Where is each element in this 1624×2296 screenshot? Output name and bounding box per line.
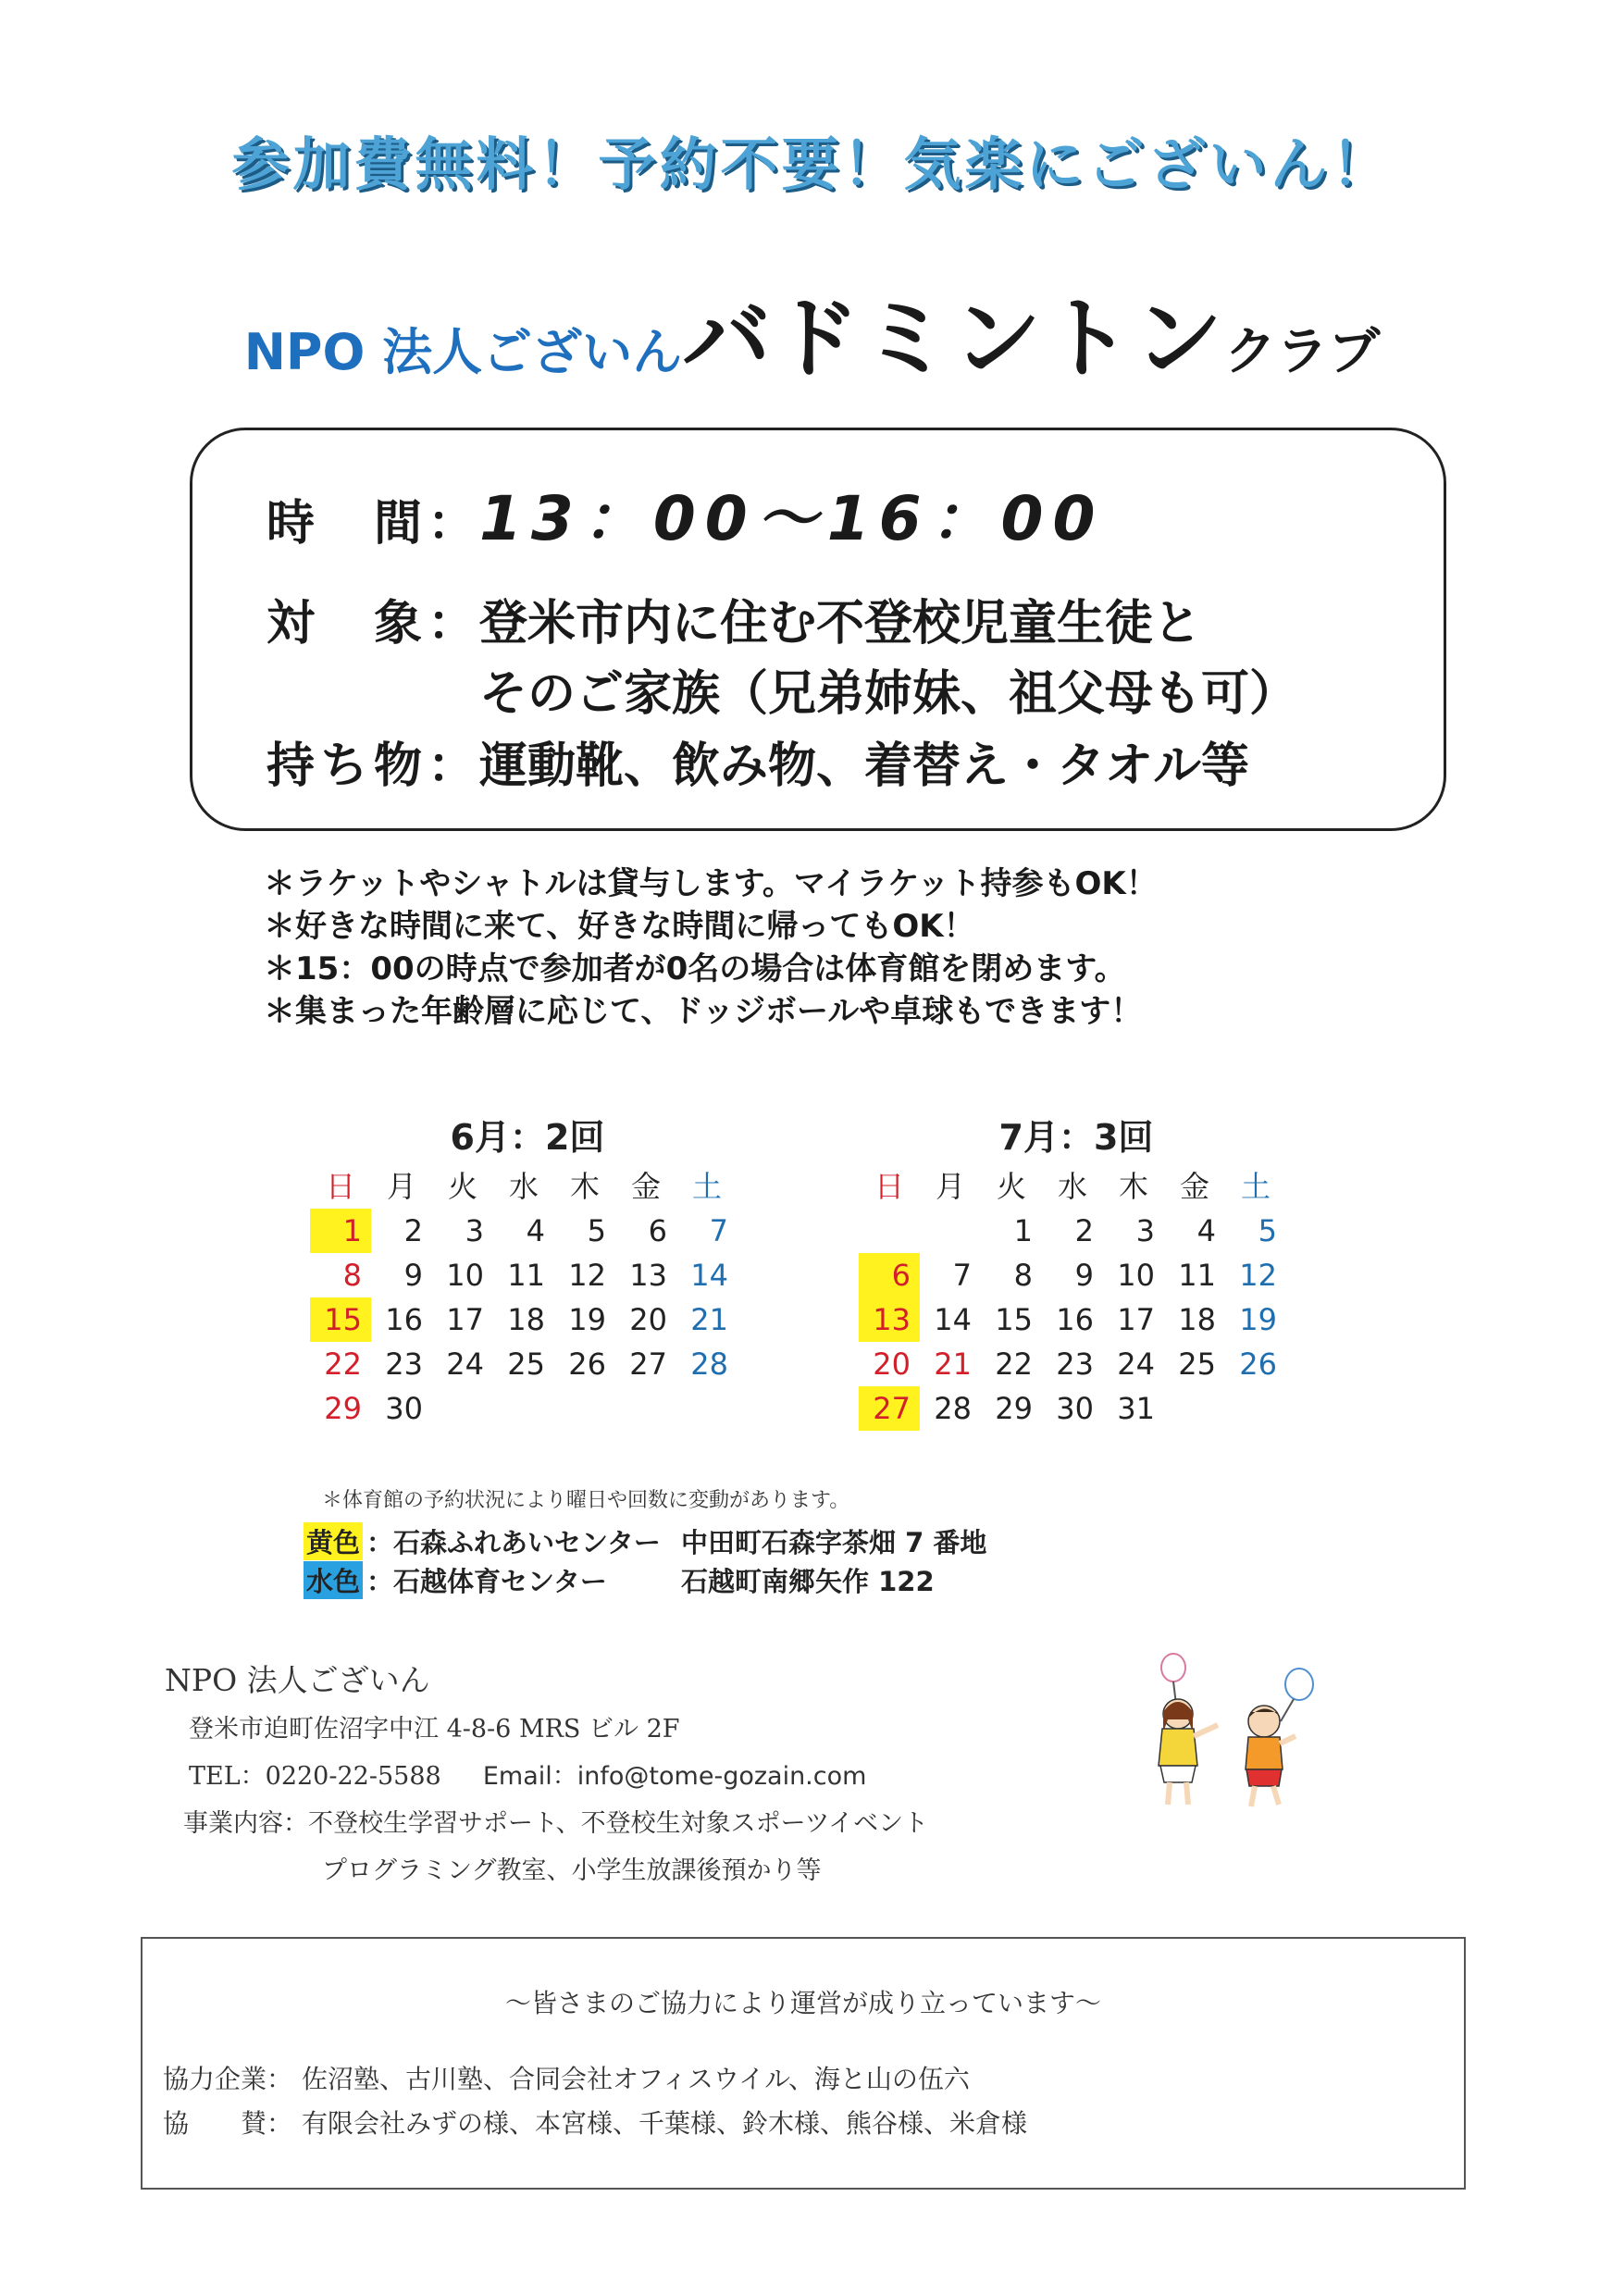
calendar-day: 9 [403,1258,423,1293]
org-business [165,1803,928,1850]
support-row [163,2104,1027,2141]
calendar-day: 22 [995,1347,1033,1382]
weekday-header: 金 [1179,1169,1209,1204]
support-list: 有限会社みずの様、本宮様、千葉様、鈴木様、熊谷様、米倉様 [302,2108,1028,2139]
calendar-june [310,1109,745,1431]
calendar-day: 19 [1239,1302,1277,1337]
weekday-header: 水 [508,1169,539,1204]
legend-venue: ：石越体育センター [366,1566,607,1597]
calendar-day: 14 [934,1302,972,1337]
items-value: 運動靴、飲み物、着替え・タオル等 [479,738,1250,794]
legend-venue: ：石森ふれあいセンター [366,1527,661,1558]
calendar-day: 13 [859,1297,920,1342]
calendar-day: 6 [859,1253,920,1297]
calendar-day: 3 [465,1213,484,1248]
calendar-day: 23 [385,1347,423,1382]
calendar-day: 27 [629,1347,667,1382]
calendar-day: 16 [1056,1302,1094,1337]
notes-list [264,863,1374,1033]
weekday-header: 木 [569,1169,600,1204]
calendar-day: 1 [310,1209,371,1253]
weekday-header: 木 [1118,1169,1148,1204]
calendar-day: 6 [648,1213,667,1248]
calendar-day: 9 [1074,1258,1094,1293]
weekday-header: 土 [691,1169,722,1204]
calendar-day: 30 [1056,1391,1094,1426]
calendar-day: 17 [446,1302,484,1337]
calendar-day: 26 [568,1347,606,1382]
calendar-day: 2 [1074,1213,1094,1248]
calendar-day: 8 [342,1258,362,1293]
target-label: 対 象： [267,596,482,652]
weekday-header: 月 [386,1169,416,1204]
calendar-day: 27 [859,1386,920,1431]
calendar-day: 4 [526,1213,545,1248]
headline: 参加費無料！予約不要！気楽にございん！ [231,130,1393,198]
title-npo: NPO 法人ございん [243,323,683,381]
org-email-label: Email： [482,1762,577,1791]
calendar-day: 8 [1013,1258,1033,1293]
calendar-day: 1 [1013,1213,1033,1248]
empty-day [920,1209,981,1253]
legend-address: 石越町南郷矢作 122 [681,1566,935,1597]
items-label: 持ち物： [267,738,482,794]
support-label: 協 賛： [163,2108,293,2139]
sponsors-box [141,1937,1466,2190]
calendar-day: 18 [507,1302,545,1337]
weekday-header: 金 [630,1169,661,1204]
calendar-day: 25 [1178,1347,1216,1382]
calendar-day: 19 [568,1302,606,1337]
items-row [267,726,1249,796]
calendar-day: 25 [507,1347,545,1382]
title-main: バドミントン [682,287,1225,391]
time-value: 13：00〜16：00 [479,483,1105,554]
org-address: 登米市迫町佐沼字中江 4-8-6 MRS ビル 2F [189,1715,680,1744]
weekday-header: 火 [996,1169,1026,1204]
org-business-line2: プログラミング教室、小学生放課後預かり等 [322,1856,822,1885]
note-item: ＊15：00の時点で参加者が0名の場合は体育館を閉めます。 [264,950,1126,987]
calendar-day: 5 [587,1213,606,1248]
calendar-day: 14 [690,1258,728,1293]
calendar-day: 4 [1196,1213,1216,1248]
calendar-day: 29 [324,1391,362,1426]
calendar-grid [310,1164,745,1431]
weekday-header: 月 [935,1169,965,1204]
cooperation-label: 協力企業： [163,2064,293,2094]
calendar-day: 21 [690,1302,728,1337]
calendar-day: 15 [310,1297,371,1342]
calendar-day: 28 [934,1391,972,1426]
calendar-day: 29 [995,1391,1033,1426]
calendar-day: 20 [873,1347,911,1382]
weekday-header: 日 [325,1169,355,1204]
cooperation-list: 佐沼塾、古川塾、合同会社オフィスウイル、海と山の伍六 [302,2064,970,2094]
calendar-title: 7月：3回 [998,1117,1154,1158]
calendar-july [859,1109,1294,1431]
org-tel: TEL：0220-22-5588 [189,1762,441,1791]
calendar-day: 11 [507,1258,545,1293]
legend-row [304,1561,986,1600]
calendar-day: 22 [324,1347,362,1382]
venue-legend [304,1522,986,1600]
weekday-header: 日 [874,1169,904,1204]
calendar-day: 15 [995,1302,1033,1337]
weekday-header: 土 [1240,1169,1271,1204]
calendar-title: 6月：2回 [450,1117,605,1158]
empty-day [859,1209,920,1253]
info-box [190,428,1446,831]
calendar-day: 7 [709,1213,728,1248]
calendar-note: ＊体育館の予約状況により曜日や回数に変動があります。 [322,1489,850,1512]
calendar-day: 24 [446,1347,484,1382]
calendar-day: 2 [403,1213,423,1248]
time-row [267,469,1104,557]
target-line1: 登米市内に住む不登校児童生徒と [479,596,1202,652]
legend-swatch-yellow: 黄色 [304,1522,363,1560]
badminton-players-illustration [1136,1647,1349,1814]
target-line2: そのご家族（兄弟姉妹、祖父母も可） [479,666,1298,722]
note-item: ＊ラケットやシャトルは貸与します。マイラケット持参もOK！ [264,865,1158,902]
calendar-day: 5 [1258,1213,1277,1248]
title-club: クラブ [1224,322,1381,382]
calendar-day: 26 [1239,1347,1277,1382]
calendar-day: 12 [568,1258,606,1293]
weekday-header: 火 [447,1169,477,1204]
calendar-day: 12 [1239,1258,1277,1293]
calendar-day: 24 [1117,1347,1155,1382]
legend-address: 中田町石森字茶畑 7 番地 [681,1527,987,1558]
sponsors-title: 〜皆さまのご協力により運営が成り立っています〜 [504,1988,1101,2018]
org-name: NPO 法人ございん [165,1662,430,1698]
calendar-day: 18 [1178,1302,1216,1337]
calendar-day: 16 [385,1302,423,1337]
org-email-link[interactable]: info@tome-gozain.com [576,1762,867,1791]
org-business-line1: 不登校生学習サポート、不登校生対象スポーツイベント [308,1809,929,1838]
target-row [267,584,1201,653]
calendar-day: 10 [1117,1258,1155,1293]
legend-row [304,1522,986,1561]
calendar-day: 17 [1117,1302,1155,1337]
org-contact [165,1756,928,1803]
calendar-day: 11 [1178,1258,1216,1293]
calendar-day: 20 [629,1302,667,1337]
calendar-day: 13 [629,1258,667,1293]
org-business-label: 事業内容： [183,1809,308,1838]
target-row-2 [479,654,1297,724]
organization-info [165,1657,928,1897]
legend-swatch-blue: 水色 [304,1561,363,1599]
calendar-day: 23 [1056,1347,1094,1382]
calendar-day: 7 [952,1258,972,1293]
club-title [0,268,1624,395]
calendar-day: 30 [385,1391,423,1426]
note-item: ＊集まった年齢層に応じて、ドッジボールや卓球もできます！ [264,993,1143,1030]
weekday-header: 水 [1057,1169,1087,1204]
calendar-day: 10 [446,1258,484,1293]
cooperation-row [163,2059,970,2096]
calendar-day: 28 [690,1347,728,1382]
calendar-day: 31 [1117,1391,1155,1426]
calendar-day: 21 [934,1347,972,1382]
calendar-day: 3 [1135,1213,1155,1248]
calendar-grid [859,1164,1294,1431]
time-label: 時 間： [267,496,482,552]
note-item: ＊好きな時間に来て、好きな時間に帰ってもOK！ [264,908,975,945]
